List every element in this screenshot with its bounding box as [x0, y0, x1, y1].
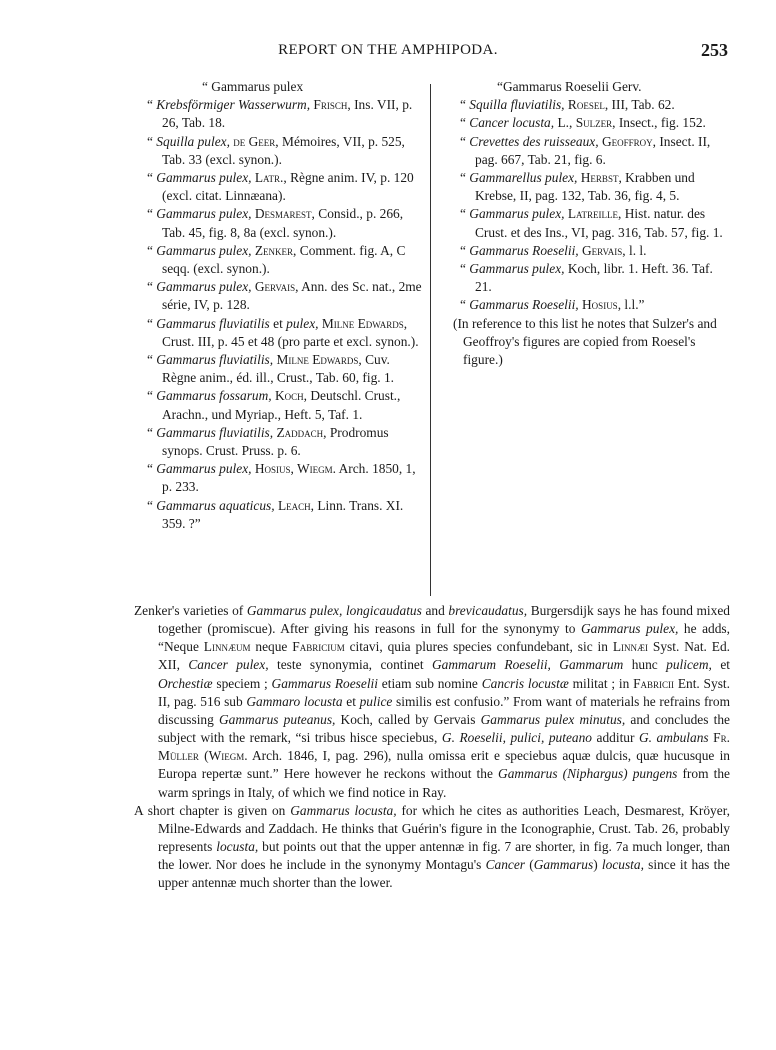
synonymy-entry: “ Gammarus fluviatilis, Zaddach, Prodromus synops. Crust. Pruss. p. 6.	[147, 424, 389, 459]
synonymy-entry: “ Gammarus fluviatilis et pulex, Milne Edwards, Crust. III, p. 45 et 48 (pro parte et excl. synon.).	[147, 315, 419, 349]
synonymy-entry: “ Gammarus pulex, Koch, libr. 1. Heft. 36. Taf. 21.	[460, 261, 713, 295]
paragraph-locusta: A short chapter is given on Gammarus locusta, for which he cites as authorities Leach, Desmarest, Kröyer, Milne-Edwards and Zaddach. He thinks that Guérin's figure in the Iconographie, Crust. Tab. 26, probably represents locusta, but points out that the upper antennæ in fig. 7 are shorter, in fig. 7a much longer, than the lower. Nor does he include in the synonymy Montagu's Cancer (Gammarus) locusta, since it has the upper antennæ much shorter than the lower.	[134, 802, 730, 891]
synonymy-entry: “ Gammarus fossarum, Koch, Deutschl. Crust., Arachn., und Myriap., Heft. 5, Taf. 1.	[147, 388, 401, 422]
synonymy-entry: “ Gammarus pulex, Latr., Règne anim. IV, p. 120 (excl. citat. Linnæana).	[147, 170, 414, 204]
synonymy-entry: “ Gammarus Roeselii, Hosius, l.l.”	[460, 297, 645, 313]
synonymy-entry: “ Gammarus Roeselii, Gervais, l. l.	[460, 242, 647, 258]
synonymy-note: (In reference to this list he notes that Sulzer's and Geoffroy's figures are copied from Roesel's figure.)	[453, 315, 717, 368]
synonymy-entry: “ Gammarus aquaticus, Leach, Linn. Trans. XI. 359. ?”	[147, 497, 404, 531]
synonymy-entry: “ Cancer locusta, L., Sulzer, Insect., fig. 152.	[460, 115, 706, 131]
synonymy-entry: “ Gammarus pulex, Desmarest, Consid., p. 266, Tab. 45, fig. 8, 8a (excl. synon.).	[147, 206, 404, 240]
synonymy-entry: “ Gammarus pulex, Gervais, Ann. des Sc. nat., 2me série, IV, p. 128.	[147, 279, 422, 313]
page-number: 253	[701, 40, 728, 60]
synonymy-entry: “ Gammarus fluviatilis, Milne Edwards, Cuv. Règne anim., éd. ill., Crust., Tab. 60, fig. 1.	[147, 352, 395, 386]
right-column-title: “Gammarus Roeselii Gerv.	[497, 79, 642, 94]
column-divider	[430, 84, 431, 596]
left-synonymy-column	[134, 78, 422, 533]
synonymy-entry: “ Krebsförmiger Wasserwurm, Frisch, Ins. VII, p. 26, Tab. 18.	[147, 97, 413, 131]
synonymy-entry: “ Gammarus pulex, Zenker, Comment. fig. A, C seqq. (excl. synon.).	[147, 242, 406, 277]
page-header	[0, 42, 776, 66]
synonymy-entry: “ Crevettes des ruisseaux, Geoffroy, Insect. II, pag. 667, Tab. 21, fig. 6.	[460, 133, 711, 167]
running-title: REPORT ON THE AMPHIPODA.	[278, 42, 498, 58]
synonymy-entry: “ Gammarellus pulex, Herbst, Krabben und Krebse, II, pag. 132, Tab. 36, fig. 4, 5.	[460, 170, 695, 204]
synonymy-entry: “ Gammarus pulex, Latreille, Hist. natur. des Crust. et des Ins., VI, pag. 316, Tab. 57, fig. 1.	[460, 206, 723, 240]
left-column-title: “ Gammarus pulex	[202, 79, 304, 94]
synonymy-entry: “ Squilla fluviatilis, Roesel, III, Tab. 62.	[460, 97, 675, 113]
body-text	[134, 602, 730, 893]
right-synonymy-column	[447, 78, 727, 369]
paragraph-zenker: Zenker's varieties of Gammarus pulex, longicaudatus and brevicaudatus, Burgersdijk says he has found mixed together (promiscue). After giving his reasons in full for the synonymy to Gammarus pulex, he adds, “Neque Linnæum neque Fabricium citavi, quia plures species confundebant, sic in Linnæi Syst. Nat. Ed. XII, Cancer pulex, teste synonymia, continet Gammarum Roeselii, Gammarum hunc pulicem, et Orchestiæ speciem ; Gammarus Roeselii etiam sub nomine Cancris locustæ militat ; in Fabricii Ent. Syst. II, pag. 516 sub Gammaro locusta et pulice similis est confusio.” From want of materials he refrains from discussing Gammarus puteanus, Koch, called by Gervais Gammarus pulex minutus, and concludes the subject with the remark, “si tribus hisce speciebus, G. Roeselii, pulici, puteano additur G. ambulans Fr. Müller (Wiegm. Arch. 1846, I, pag. 296), nulla omissa erit e speciebus aquæ dulcis, quæ hucusque in Europa repertæ sunt.” Here however he reckons without the Gammarus (Niphargus) pungens from the warm springs in Italy, of which we find notice in Ray.	[134, 603, 730, 800]
synonymy-entry: “ Gammarus pulex, Hosius, Wiegm. Arch. 1850, 1, p. 233.	[147, 461, 416, 495]
synonymy-entry: “ Squilla pulex, de Geer, Mémoires, VII, p. 525, Tab. 33 (excl. synon.).	[147, 133, 405, 167]
